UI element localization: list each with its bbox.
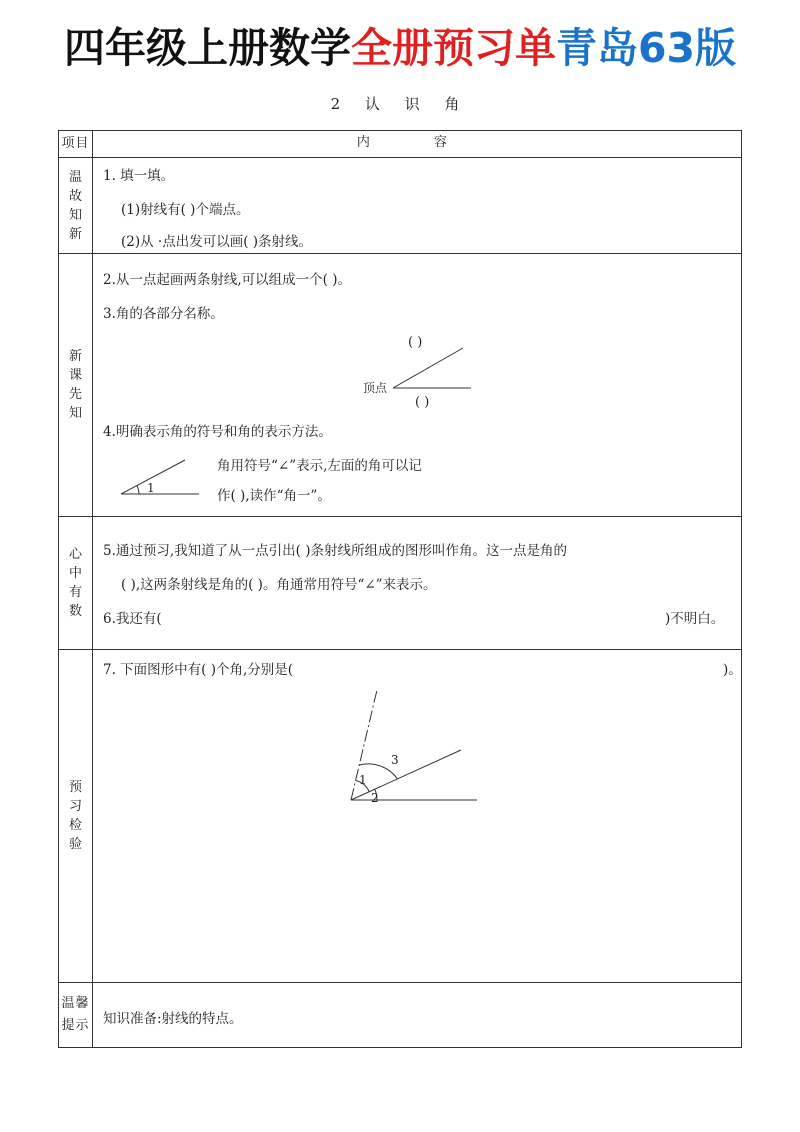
angle-1-number: 1 — [359, 773, 367, 787]
question-1-line: 1. 填一填。 — [103, 168, 175, 184]
banner-grade-text: 四年级上册数学 — [63, 24, 351, 72]
section-review-row — [59, 158, 742, 254]
section-new-lesson-label: 新课先知 — [59, 254, 93, 517]
section-tips-label: 温馨 提示 — [59, 983, 93, 1048]
side-blank-top: ( ) — [408, 335, 423, 350]
question-1-2-line: (2)从 ·点出发可以画( )条射线。 — [121, 234, 313, 250]
three-angles-diagram — [345, 686, 545, 816]
lesson-title: 2 认 识 角 — [330, 95, 470, 113]
section-review-label: 温故知新 — [59, 158, 93, 254]
section-check-content — [93, 650, 742, 983]
question-6-line-start: 6.我还有( — [103, 611, 162, 627]
question-2-line: 2.从一点起画两条射线,可以组成一个( )。 — [103, 272, 351, 288]
header-label-cell: 项目 — [59, 131, 93, 158]
question-1-1-line: (1)射线有( )个端点。 — [121, 202, 250, 218]
section-check-row — [59, 650, 742, 983]
section-summary-row — [59, 517, 742, 650]
table-header-row — [59, 131, 742, 158]
header-content-cell: 内 容 — [93, 131, 742, 158]
question-4-line: 4.明确表示角的符号和角的表示方法。 — [103, 424, 332, 440]
angle-one-arc — [137, 486, 139, 494]
angle-2-number: 2 — [371, 791, 379, 805]
section-summary-content — [93, 517, 742, 650]
question-5-line-2: ( ),这两条射线是角的( )。角通常用符号“∠”来表示。 — [121, 577, 437, 593]
banner-preview-text: 全册预习单 — [350, 24, 556, 72]
diagram-middle-ray — [351, 750, 461, 800]
section-tips-content — [93, 983, 742, 1048]
page-banner — [0, 22, 800, 74]
question-7-line-start: 7. 下面图形中有( )个角,分别是( — [103, 662, 294, 678]
angle-one-number: 1 — [147, 481, 155, 495]
section-new-lesson-row — [59, 254, 742, 517]
angle-3-number: 3 — [391, 753, 399, 767]
question-5-line-1: 5.通过预习,我知道了从一点引出( )条射线所组成的图形叫作角。这一点是角的 — [103, 543, 567, 559]
angle-parts-diagram — [353, 332, 553, 412]
question-3-line: 3.角的各部分名称。 — [103, 306, 224, 322]
section-summary-label: 心中有数 — [59, 517, 93, 650]
vertex-label: 顶点 — [363, 381, 388, 395]
section-new-lesson-content — [93, 254, 742, 517]
angle-symbol-text-1: 角用符号“∠”表示,左面的角可以记 — [217, 458, 422, 474]
section-tips-row — [59, 983, 742, 1048]
angle-one-diagram — [119, 450, 229, 500]
banner-edition-text: 青岛63版 — [555, 24, 737, 72]
tip-line: 知识准备:射线的特点。 — [103, 1011, 243, 1027]
question-6-line-end: )不明白。 — [665, 611, 725, 627]
preview-sheet-table — [58, 130, 742, 1048]
angle-symbol-text-2: 作( ),读作“角一”。 — [217, 488, 331, 504]
side-blank-bottom: ( ) — [415, 395, 430, 410]
section-review-content — [93, 158, 742, 254]
question-7-line-end: )。 — [723, 662, 742, 678]
section-check-label: 预习检验 — [59, 650, 93, 983]
angle-upper-ray — [393, 348, 463, 388]
